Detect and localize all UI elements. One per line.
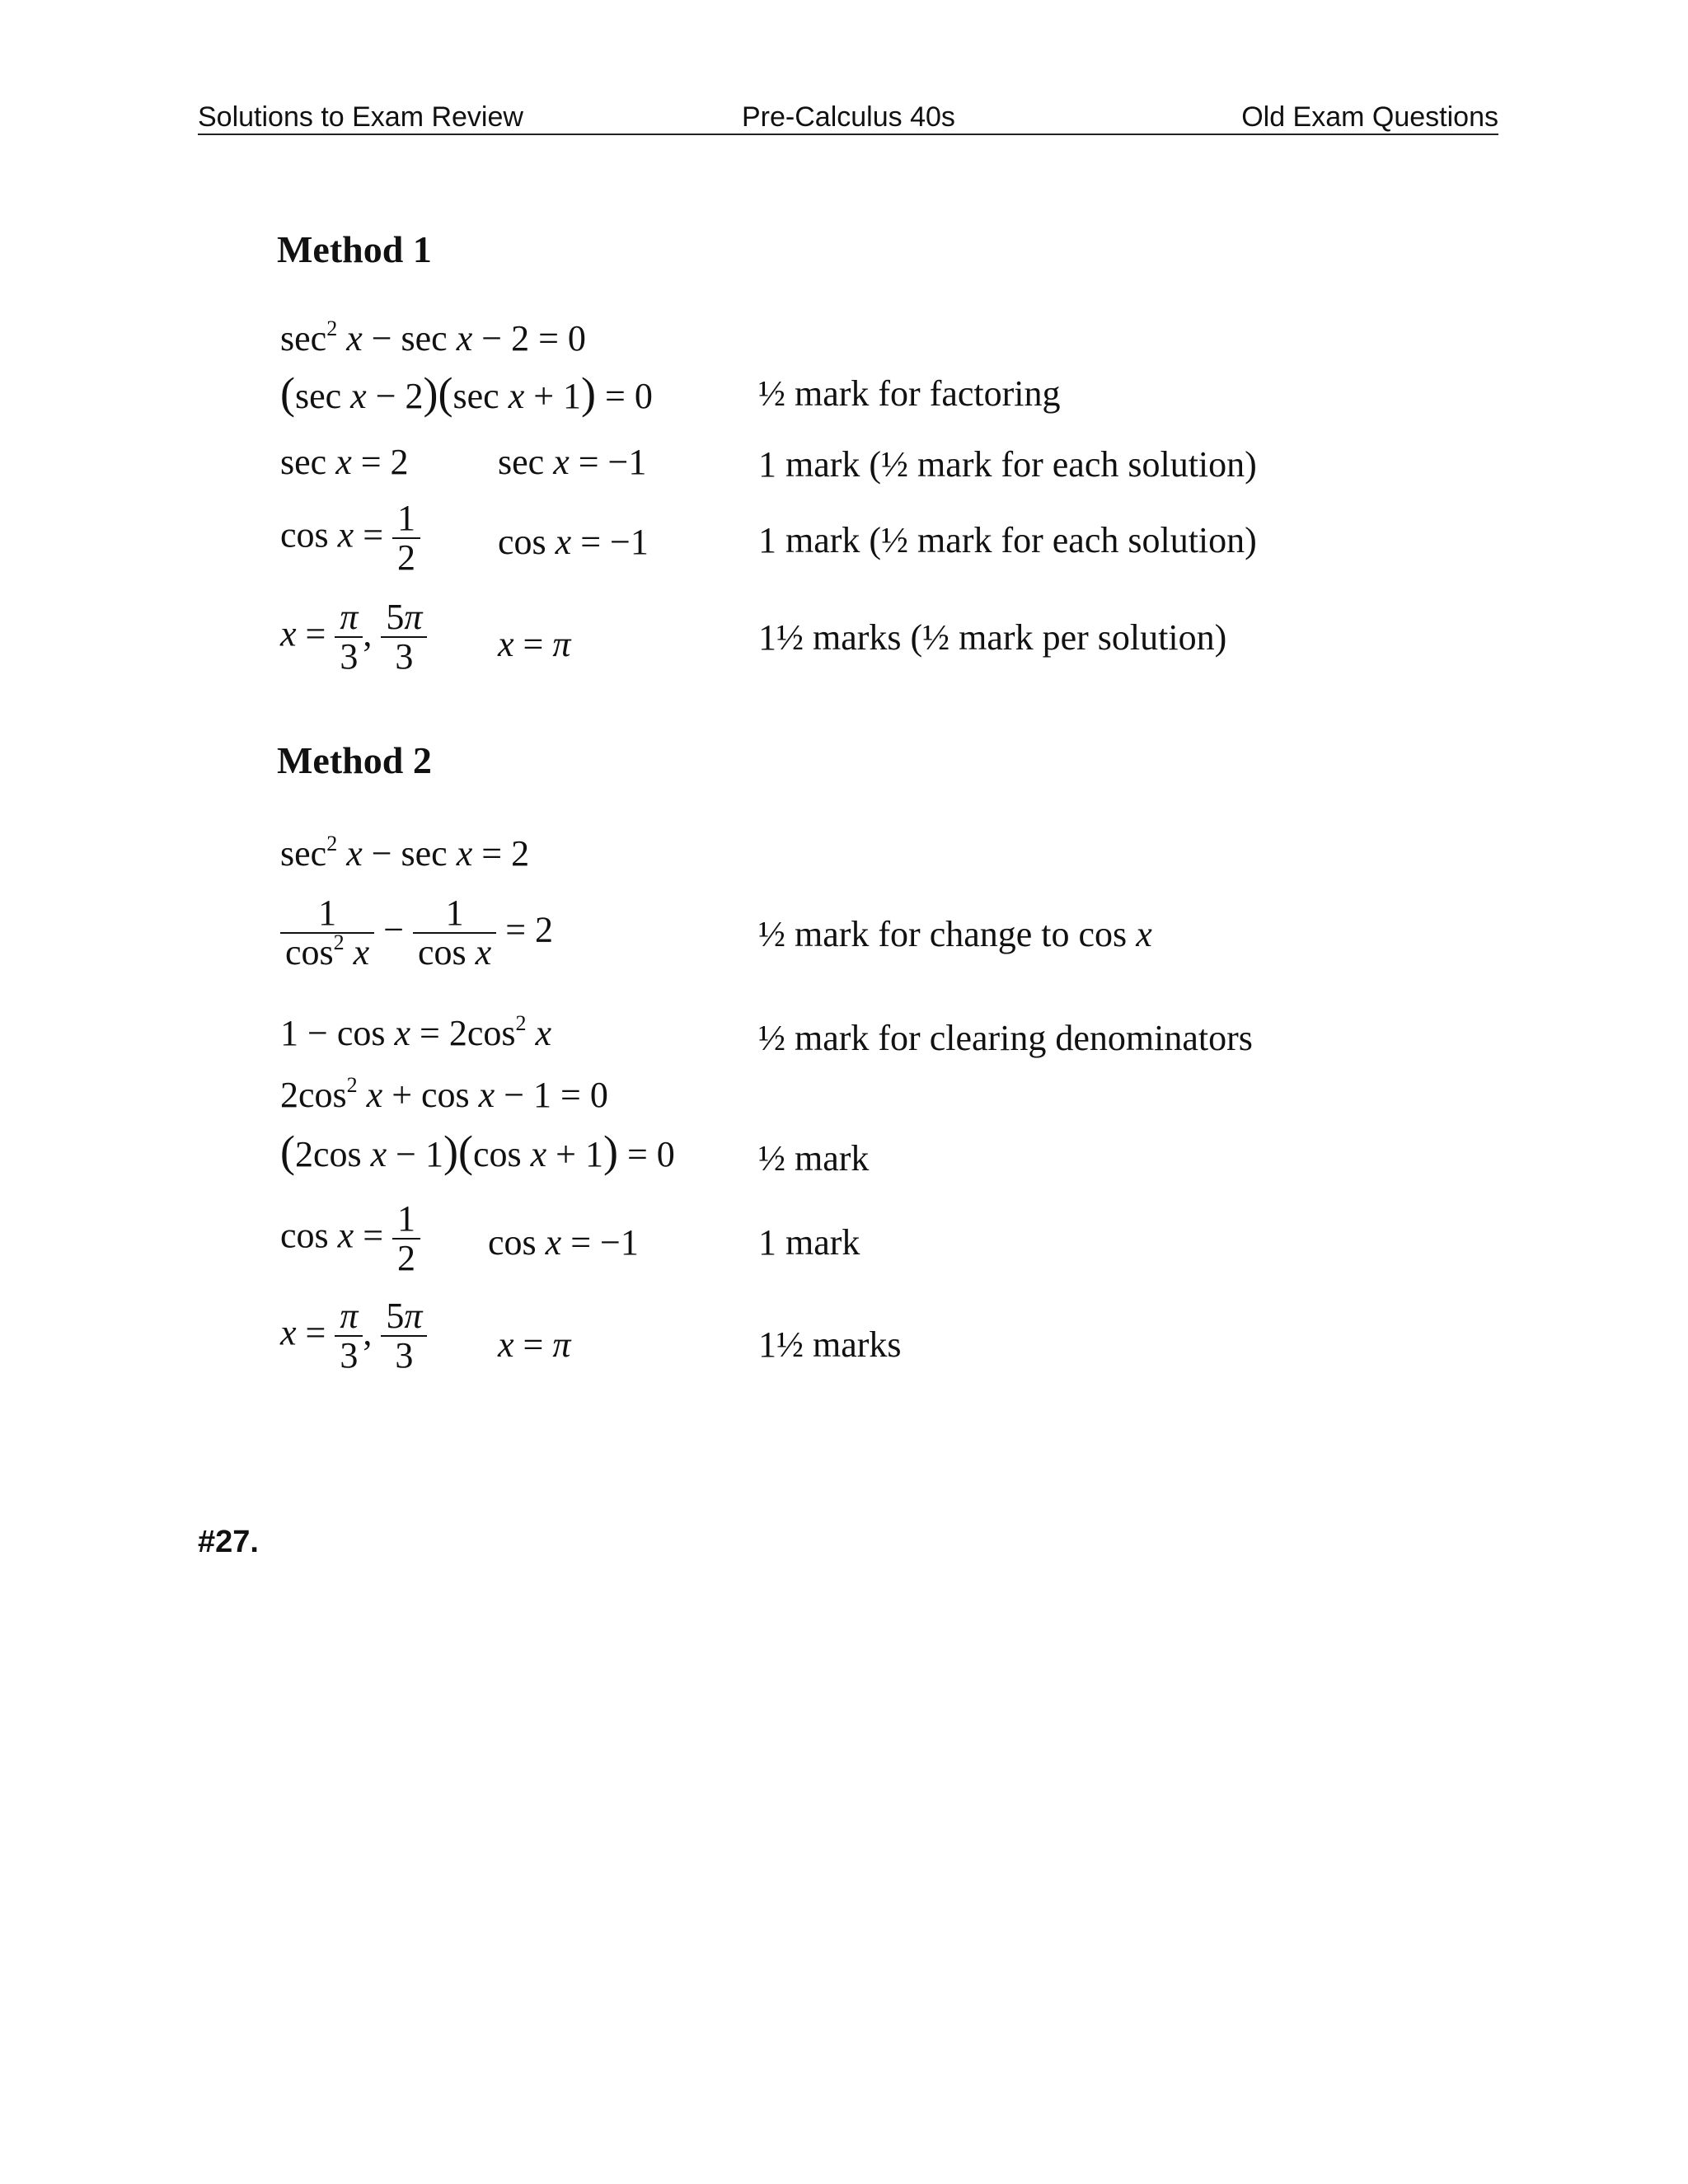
method1-title: Method 1 bbox=[277, 228, 432, 270]
method1-step4b: cos x = −1 bbox=[498, 522, 649, 562]
method1-step5a: x = $\frac{\pi}{3}$ , $\frac{5\pi}{3}$ bbox=[280, 598, 427, 676]
method2-step4: $2\cos^2$ x + cos x − 1 = 0 bbox=[280, 1073, 608, 1115]
page-header bbox=[198, 97, 1498, 135]
method1-step4a: cos x = $\frac{1}{2}$ bbox=[280, 499, 420, 577]
method1-mark-cos-solutions: 1 mark (½ mark for each solution) bbox=[758, 520, 1257, 560]
method1-mark-final: 1½ marks (½ mark per solution) bbox=[758, 617, 1227, 658]
method1-step3a: sec x = 2 bbox=[280, 442, 409, 482]
header-left-title: Solutions to Exam Review bbox=[198, 101, 523, 133]
method2-step1: $\sec^2 x - \sec x = 2$ bbox=[280, 832, 530, 874]
method2-step2: $\frac{1}{\cos^2 x}$ − $\frac{1}{\text{cos x}}$ = 2 bbox=[280, 894, 553, 972]
method2-step7b: x = π bbox=[498, 1324, 571, 1365]
method1-step1: $\sec^2 x - \sec x - 2 = 0$ bbox=[280, 316, 586, 359]
method1-mark-sec-solutions: 1 mark (½ mark for each solution) bbox=[758, 444, 1257, 485]
method1-step3b: sec x = −1 bbox=[498, 442, 647, 482]
method2-step6a: cos x = $\frac{1}{2}$ bbox=[280, 1200, 420, 1277]
method2-mark-factoring: ½ mark bbox=[758, 1138, 870, 1179]
method2-mark-change: ½ mark for change to cos x bbox=[758, 914, 1152, 954]
method2-step7a: x = $\frac{\pi}{3}$ , $\frac{5\pi}{3}$ bbox=[280, 1297, 427, 1375]
method2-step5: (2cos x − 1)(cos x + 1) = 0 bbox=[280, 1127, 675, 1176]
method2-title: Method 2 bbox=[277, 739, 432, 781]
header-section: Old Exam Questions bbox=[1241, 101, 1498, 133]
question-number: #27. bbox=[198, 1525, 259, 1559]
method2-mark-final: 1½ marks bbox=[758, 1324, 902, 1365]
header-course: Pre-Calculus 40s bbox=[742, 101, 955, 133]
method2-mark-clearing: ½ mark for clearing denominators bbox=[758, 1018, 1253, 1058]
method1-step2: (sec x − 2)(sec x + 1) = 0 bbox=[280, 368, 653, 418]
method1-mark-factoring: ½ mark for factoring bbox=[758, 373, 1061, 414]
method1-step5b: x = π bbox=[498, 624, 571, 664]
method2-mark-cos: 1 mark bbox=[758, 1222, 860, 1263]
method2-step6b: cos x = −1 bbox=[488, 1222, 639, 1263]
method2-step3: $1 - \cos x = 2\cos^2$ x bbox=[280, 1011, 551, 1053]
